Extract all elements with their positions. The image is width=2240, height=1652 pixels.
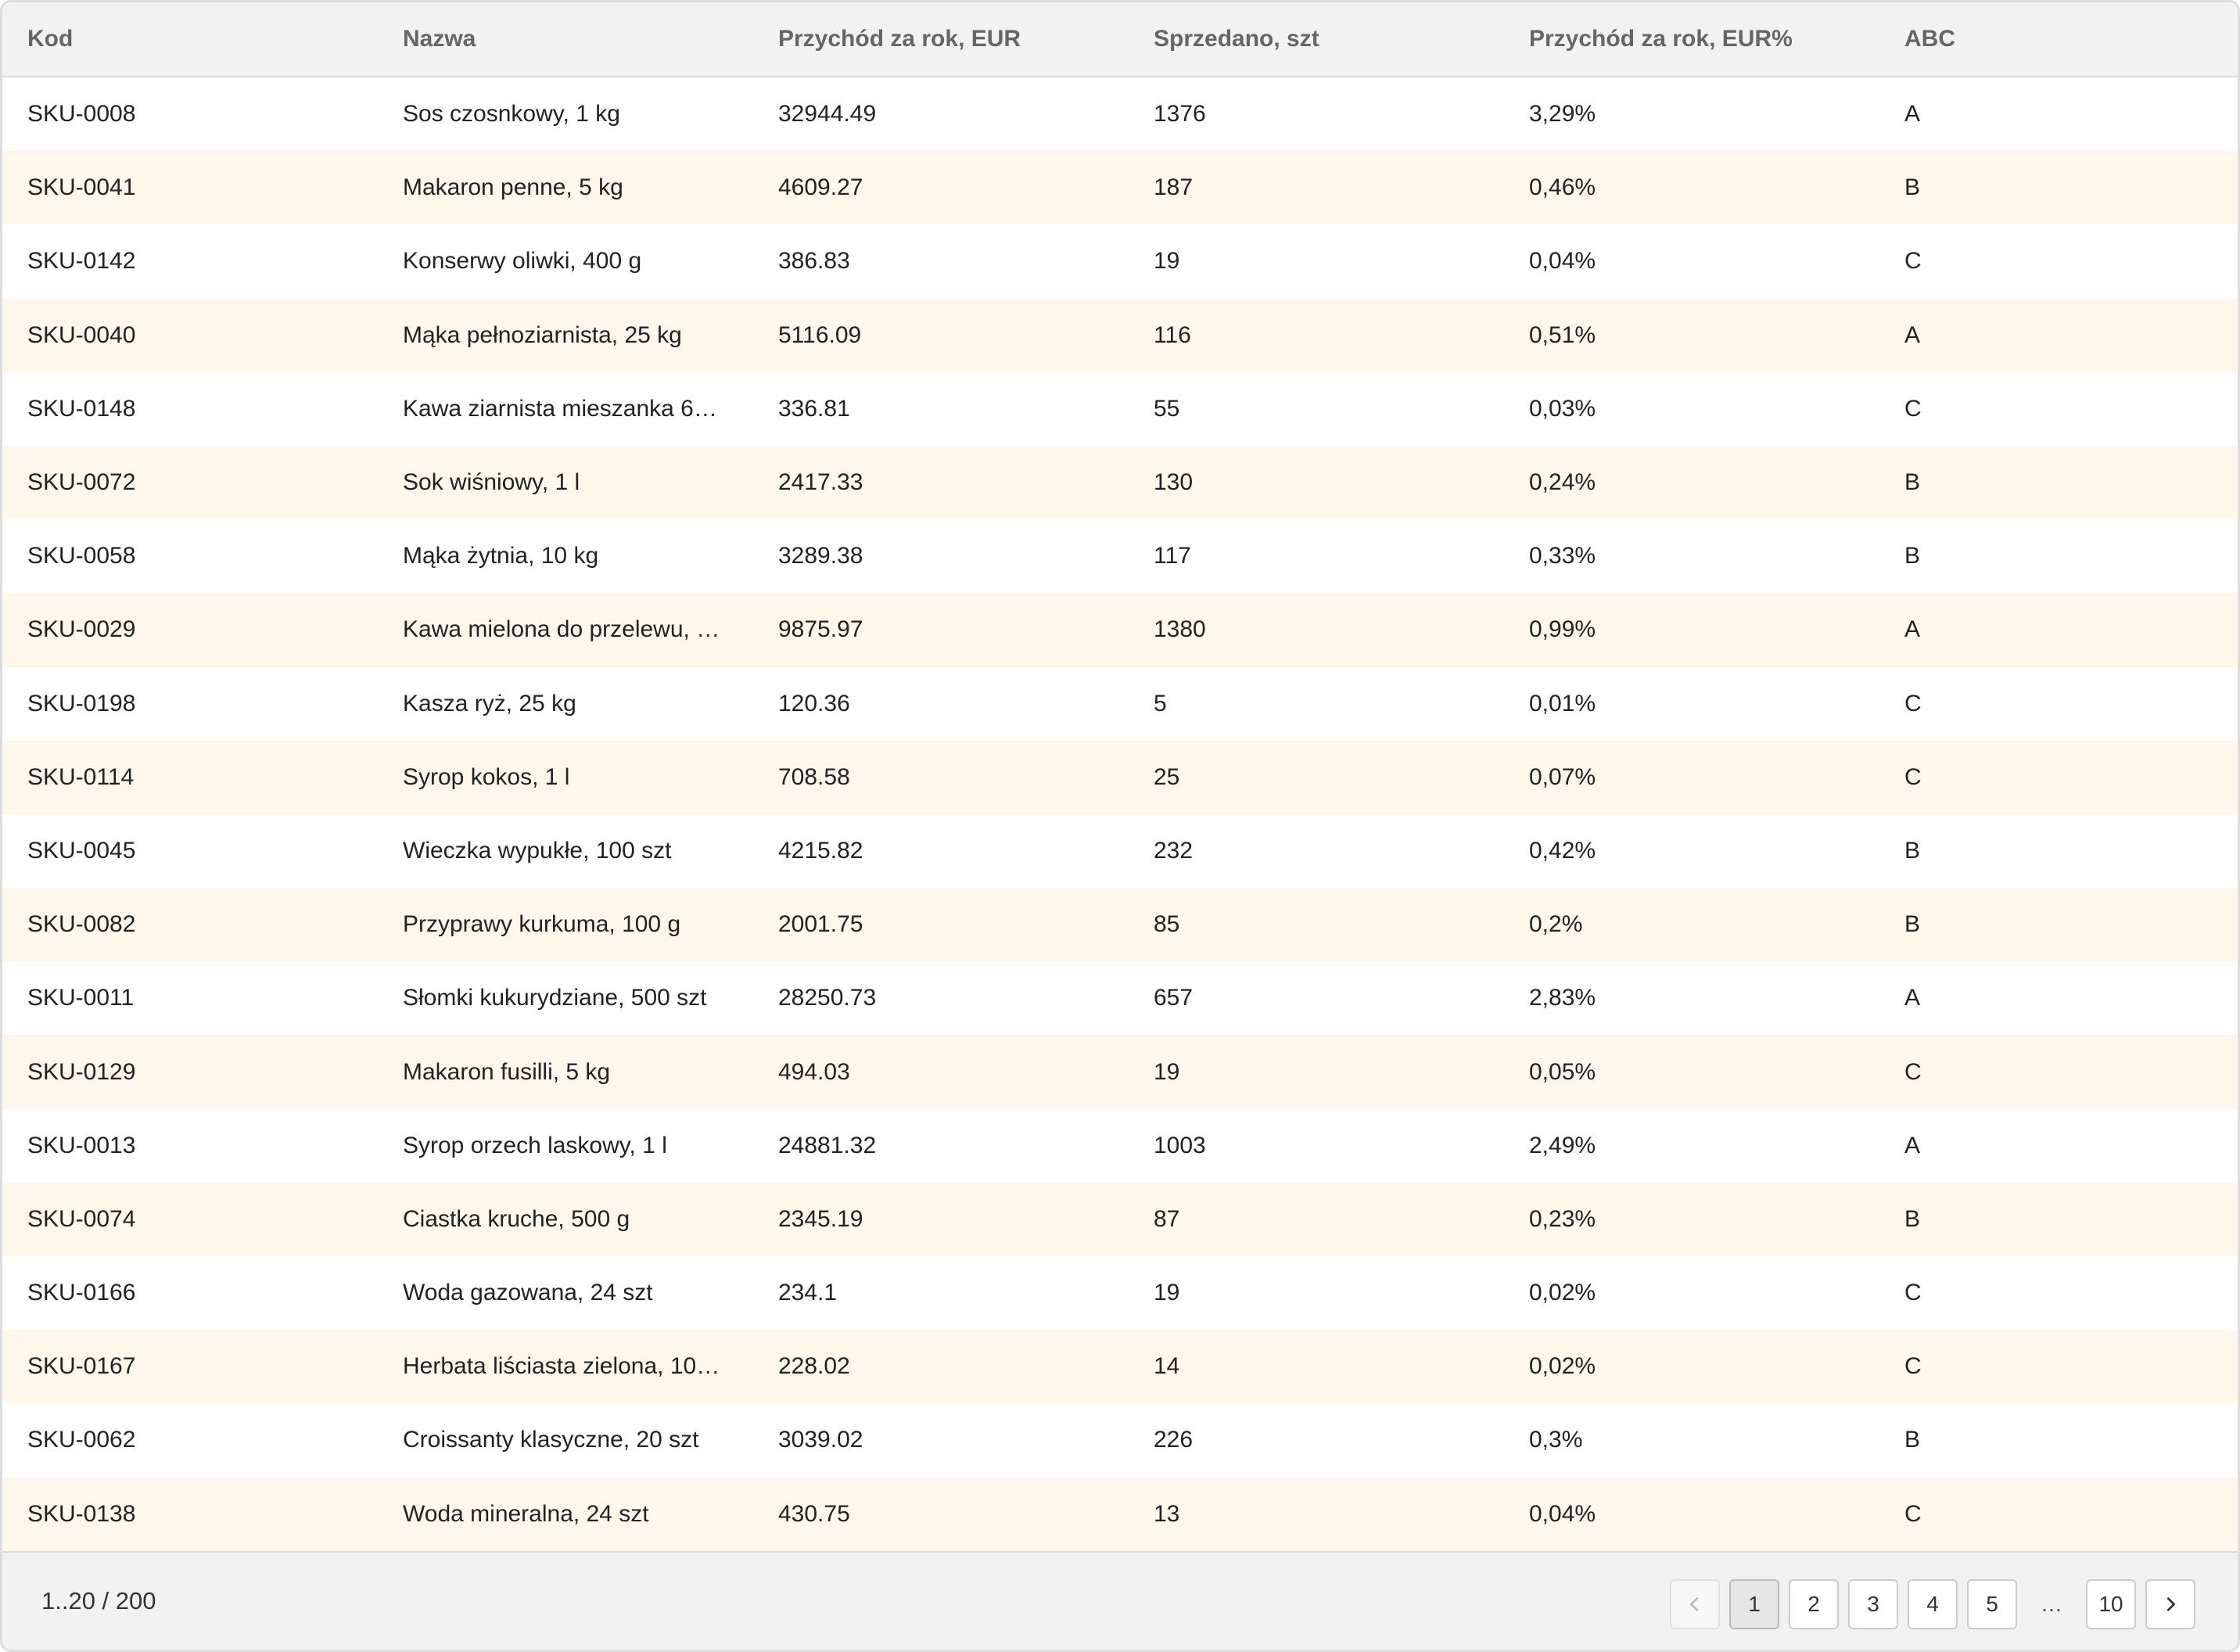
cell-abc: B [1904,837,1921,864]
cell-revenue: 4609.27 [778,174,863,201]
cell-revenue-percent: 0,05% [1529,1058,1596,1085]
cell-revenue-percent: 0,02% [1529,1353,1596,1380]
column-header-kod[interactable]: Kod [27,26,74,52]
cell-revenue: 430.75 [778,1500,850,1527]
cell-kod: SKU-0129 [27,1058,136,1085]
table-row[interactable] [2,741,2238,814]
cell-nazwa: Wieczka wypukłe, 100 szt [403,837,672,864]
cell-kod: SKU-0058 [27,543,136,569]
cell-nazwa: Makaron fusilli, 5 kg [403,1058,611,1085]
cell-kod: SKU-0072 [27,469,136,496]
cell-abc: B [1904,174,1921,201]
cell-revenue: 2417.33 [778,469,863,496]
table-row[interactable] [2,1478,2238,1551]
table-row[interactable] [2,593,2238,666]
next-page-button[interactable] [2145,1579,2195,1629]
cell-sold: 117 [1154,543,1191,569]
cell-nazwa: Syrop orzech laskowy, 1 l [403,1132,667,1158]
cell-revenue-percent: 0,07% [1529,763,1596,790]
cell-sold: 19 [1154,248,1180,275]
cell-abc: B [1904,543,1921,569]
column-header-nazwa[interactable]: Nazwa [403,26,476,52]
page-button-1[interactable]: 1 [1729,1579,1779,1629]
cell-revenue: 32944.49 [778,101,877,127]
cell-nazwa: Ciastka kruche, 500 g [403,1205,630,1232]
cell-abc: B [1904,1205,1921,1232]
table-row[interactable] [2,888,2238,961]
cell-nazwa: Konserwy oliwki, 400 g [403,248,642,275]
cell-revenue: 3289.38 [778,543,863,569]
cell-kod: SKU-0045 [27,837,136,864]
cell-revenue-percent: 0,01% [1529,690,1596,716]
cell-kod: SKU-0082 [27,911,136,938]
table-row[interactable] [2,1403,2238,1477]
cell-kod: SKU-0198 [27,690,136,716]
prev-page-button[interactable] [1670,1579,1720,1629]
table-row[interactable] [2,519,2238,593]
cell-sold: 5 [1154,690,1167,716]
cell-kod: SKU-0114 [27,763,135,790]
cell-revenue: 120.36 [778,690,850,716]
cell-revenue: 336.81 [778,395,850,422]
cell-nazwa: Woda mineralna, 24 szt [403,1500,649,1527]
cell-kod: SKU-0062 [27,1427,136,1453]
page-button-2[interactable]: 2 [1789,1579,1839,1629]
cell-abc: B [1904,469,1921,496]
cell-kod: SKU-0142 [27,248,136,275]
cell-nazwa: Syrop kokos, 1 l [403,763,570,790]
page-button-4[interactable]: 4 [1908,1579,1958,1629]
table-row[interactable] [2,151,2238,224]
cell-revenue-percent: 0,2% [1529,911,1583,938]
cell-nazwa: Woda gazowana, 24 szt [403,1280,653,1306]
table-row[interactable] [2,1109,2238,1183]
table-row[interactable] [2,372,2238,446]
chevron-left-icon [1686,1596,1703,1613]
table-row[interactable] [2,1183,2238,1256]
page-button-5[interactable]: 5 [1967,1579,2017,1629]
cell-revenue-percent: 0,24% [1529,469,1596,496]
cell-sold: 85 [1154,911,1180,938]
cell-abc: A [1904,616,1921,643]
page-button-last[interactable]: 10 [2086,1579,2136,1629]
cell-nazwa: Mąka żytnia, 10 kg [403,543,599,569]
table-header [2,2,2238,77]
cell-nazwa: Croissanty klasyczne, 20 szt [403,1427,699,1453]
cell-sold: 25 [1154,763,1180,790]
cell-revenue-percent: 0,04% [1529,248,1596,275]
cell-nazwa: Mąka pełnoziarnista, 25 kg [403,321,682,348]
cell-sold: 14 [1154,1353,1180,1380]
cell-sold: 226 [1154,1427,1194,1453]
cell-sold: 19 [1154,1280,1180,1306]
cell-kod: SKU-0040 [27,321,136,348]
cell-abc: C [1904,1353,1922,1380]
table-row[interactable] [2,1256,2238,1330]
cell-revenue-percent: 0,42% [1529,837,1596,864]
cell-sold: 187 [1154,174,1194,201]
table-row[interactable] [2,814,2238,888]
cell-revenue-percent: 0,03% [1529,395,1596,422]
cell-revenue: 9875.97 [778,616,863,643]
cell-abc: A [1904,1132,1921,1158]
cell-sold: 1003 [1154,1132,1206,1158]
cell-abc: C [1904,1280,1922,1306]
cell-sold: 19 [1154,1058,1180,1085]
cell-kod: SKU-0008 [27,101,136,127]
cell-abc: C [1904,1058,1922,1085]
cell-nazwa: Przyprawy kurkuma, 100 g [403,911,681,938]
cell-revenue-percent: 0,46% [1529,174,1596,201]
cell-revenue: 5116.09 [778,321,862,348]
cell-revenue-percent: 0,33% [1529,543,1596,569]
cell-sold: 1376 [1154,101,1206,127]
table-row[interactable] [2,1330,2238,1403]
cell-abc: B [1904,911,1921,938]
cell-abc: A [1904,101,1921,127]
row-range-label: 1..20 / 200 [41,1587,156,1614]
cell-revenue: 3039.02 [778,1427,863,1453]
cell-sold: 130 [1154,469,1194,496]
cell-nazwa: Makaron penne, 5 kg [403,174,623,201]
table-row[interactable] [2,224,2238,298]
table-row[interactable] [2,961,2238,1035]
cell-kod: SKU-0166 [27,1280,136,1306]
cell-revenue-percent: 0,3% [1529,1427,1583,1453]
table-row[interactable] [2,1035,2238,1108]
cell-revenue: 2001.75 [778,911,863,938]
cell-abc: A [1904,985,1921,1011]
pagination-ellipsis: … [2041,1592,2062,1616]
cell-revenue-percent: 2,49% [1529,1132,1596,1158]
column-header-revenue[interactable]: Przychód za rok, EUR [778,26,1021,52]
cell-nazwa: Sok wiśniowy, 1 l [403,469,580,496]
cell-sold: 87 [1154,1205,1180,1232]
cell-kod: SKU-0138 [27,1500,136,1527]
column-header-sold[interactable]: Sprzedano, szt [1154,26,1319,52]
table-row[interactable] [2,77,2238,151]
cell-nazwa: Sos czosnkowy, 1 kg [403,101,620,127]
cell-sold: 13 [1154,1500,1180,1527]
cell-abc: C [1904,395,1922,422]
cell-sold: 1380 [1154,616,1206,643]
cell-revenue-percent: 3,29% [1529,101,1596,127]
cell-sold: 116 [1154,321,1191,348]
cell-revenue: 4215.82 [778,837,863,864]
cell-revenue: 386.83 [778,248,850,275]
table-footer [2,1551,2238,1650]
chevron-right-icon [2162,1596,2179,1613]
table-row[interactable] [2,446,2238,519]
cell-abc: C [1904,1500,1922,1527]
cell-revenue: 24881.32 [778,1132,877,1158]
cell-kod: SKU-0013 [27,1132,136,1158]
cell-nazwa: Kasza ryż, 25 kg [403,690,576,716]
cell-revenue: 2345.19 [778,1205,863,1232]
column-header-revenue-percent[interactable]: Przychód za rok, EUR% [1529,26,1793,52]
cell-kod: SKU-0167 [27,1353,136,1380]
cell-abc: C [1904,763,1922,790]
cell-revenue-percent: 0,02% [1529,1280,1596,1306]
table-row[interactable] [2,667,2238,741]
cell-kod: SKU-0011 [27,985,135,1011]
cell-revenue: 494.03 [778,1058,850,1085]
cell-nazwa: Kawa ziarnista mieszanka 6… [403,395,717,422]
cell-kod: SKU-0041 [27,174,136,201]
cell-abc: C [1904,690,1922,716]
page-button-3[interactable]: 3 [1848,1579,1898,1629]
cell-revenue: 228.02 [778,1353,850,1380]
cell-abc: B [1904,1427,1921,1453]
cell-nazwa: Słomki kukurydziane, 500 szt [403,985,707,1011]
cell-revenue-percent: 0,23% [1529,1205,1596,1232]
cell-nazwa: Herbata liściasta zielona, 10… [403,1353,720,1380]
table-row[interactable] [2,299,2238,372]
cell-revenue-percent: 0,04% [1529,1500,1596,1527]
cell-revenue: 28250.73 [778,985,877,1011]
pagination [1660,1579,2195,1629]
cell-sold: 55 [1154,395,1180,422]
cell-abc: C [1904,248,1922,275]
table-body [2,77,2238,1551]
cell-kod: SKU-0029 [27,616,136,643]
cell-kod: SKU-0074 [27,1205,136,1232]
cell-revenue-percent: 2,83% [1529,985,1596,1011]
column-header-abc[interactable]: ABC [1904,26,1955,52]
cell-nazwa: Kawa mielona do przelewu, … [403,616,720,643]
cell-revenue-percent: 0,99% [1529,616,1596,643]
cell-revenue-percent: 0,51% [1529,321,1596,348]
cell-abc: A [1904,321,1921,348]
cell-revenue: 234.1 [778,1280,838,1306]
cell-revenue: 708.58 [778,763,850,790]
cell-kod: SKU-0148 [27,395,136,422]
cell-sold: 232 [1154,837,1194,864]
cell-sold: 657 [1154,985,1194,1011]
